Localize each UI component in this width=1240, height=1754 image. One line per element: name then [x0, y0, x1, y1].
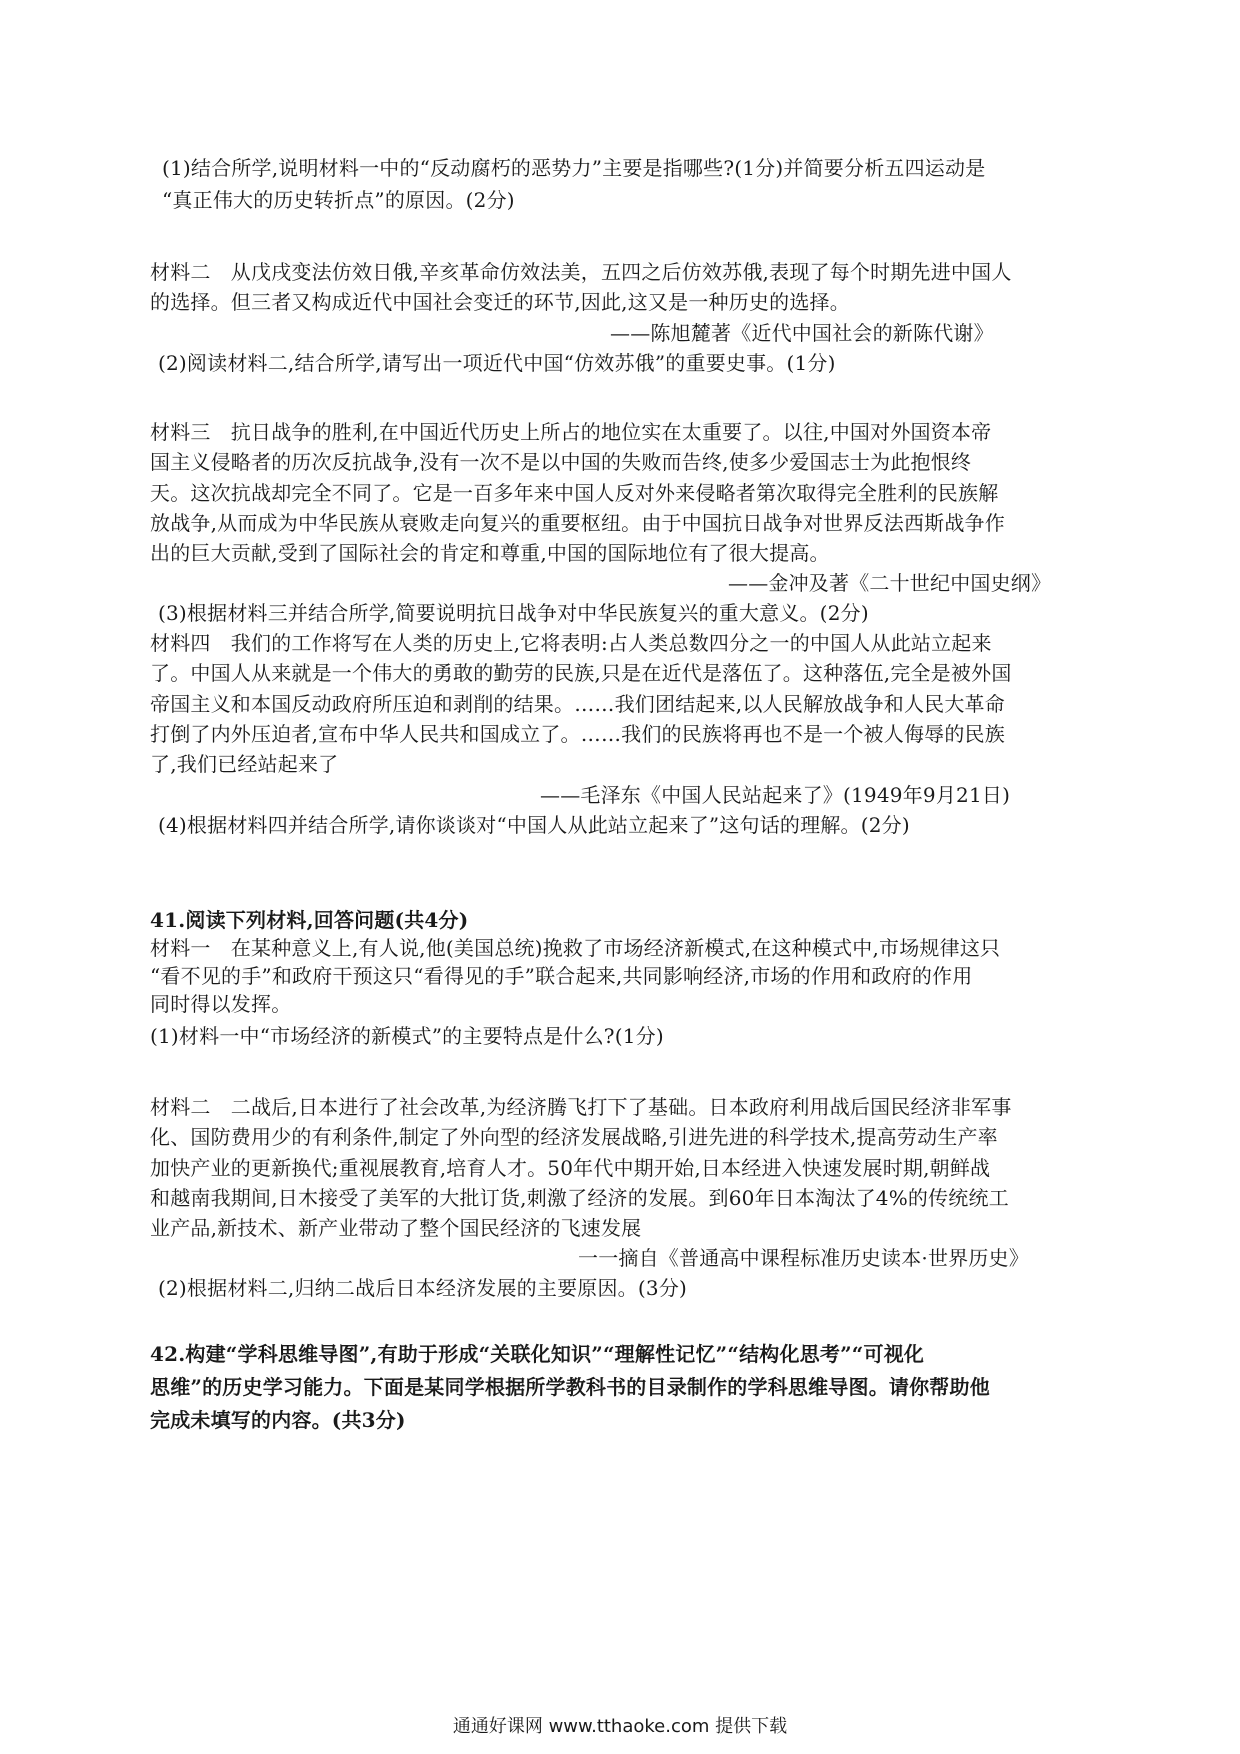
material-line: 材料四 我们的工作将写在人类的历史上,它将表明:占人类总数四分之一的中国人从此站立起来: [150, 631, 992, 655]
material-line: “看不见的手”和政府干预这只“看得见的手”联合起来,共同影响经济,市场的作用和政府的作用: [150, 964, 973, 988]
material-line: 同时得以发挥。: [150, 992, 292, 1016]
question-line: (1)结合所学,说明材料一中的“反动腐朽的恶势力”主要是指哪些?(1分)并简要分析五四运动是: [162, 156, 986, 180]
material-line: 打倒了内外压迫者,宣布中华人民共和国成立了。……我们的民族将再也不是一个被人侮辱的民族: [150, 722, 1005, 746]
q40-4-question: (4)根据材料四并结合所学,请你谈谈对“中国人从此站立起来了”这句话的理解。(2分): [158, 813, 910, 837]
material-line: 国主义侵略者的历次反抗战争,没有一次不是以中国的失败而告终,使多少爱国志士为此抱恨终: [150, 450, 972, 474]
q40-3-question: (3)根据材料三并结合所学,简要说明抗日战争对中华民族复兴的重大意义。(2分): [158, 601, 869, 625]
page-footer: 通通好课网 www.tthaoke.com 提供下载: [452, 1716, 788, 1737]
material-line: 材料三 抗日战争的胜利,在中国近代历史上所占的地位实在太重要了。以往,中国对外国资本帝: [150, 420, 992, 444]
prompt-line: 42.构建“学科思维导图”,有助于形成“关联化知识”“理解性记忆”“结构化思考”“可视化: [150, 1342, 925, 1366]
material-line: 材料二 从戊戌变法仿效日俄,辛亥革命仿效法美，五四之后仿效苏俄,表现了每个时期先进中国人: [150, 260, 1012, 284]
q41-1-question: (1)材料一中“市场经济的新模式”的主要特点是什么?(1分): [150, 1024, 664, 1048]
material-line: 天。这次抗战却完全不同了。它是一百多年来中国人反对外来侵略者第次取得完全胜利的民族解: [150, 481, 999, 505]
material-line: 业产品,新技术、新产业带动了整个国民经济的飞速发展: [150, 1216, 642, 1240]
material-source: ——毛泽东《中国人民站起来了》(1949年9月21日): [540, 783, 1011, 807]
q40-2-question: (2)阅读材料二,结合所学,请写出一项近代中国“仿效苏俄”的重要史事。(1分): [158, 351, 836, 375]
q41-title: 41.阅读下列材料,回答问题(共4分): [150, 908, 469, 932]
material-source: 一一摘自《普通高中课程标准历史读本·世界历史》: [578, 1246, 1029, 1270]
material-source: ——金冲及著《二十世纪中国史纲》: [728, 571, 1052, 595]
material-line: 放战争,从而成为中华民族从衰败走向复兴的重要枢纽。由于中国抗日战争对世界反法西斯战争作: [150, 511, 1005, 535]
material-line: 加快产业的更新换代;重视展教育,培育人才。50年代中期开始,日本经进入快速发展时期,朝鲜战: [150, 1156, 991, 1180]
material-line: 帝国主义和本国反动政府所压迫和剥削的结果。……我们团结起来,以人民解放战争和人民大革命: [150, 692, 1005, 716]
material-source: ——陈旭麓著《近代中国社会的新陈代谢》: [610, 321, 994, 345]
prompt-line: 思维”的历史学习能力。下面是某同学根据所学教科书的目录制作的学科思维导图。请你帮助他: [150, 1375, 990, 1399]
material-line: 的选择。但三者又构成近代中国社会变迁的环节,因此,这又是一种历史的选择。: [150, 290, 850, 314]
q41-2-question: (2)根据材料二,归纳二战后日本经济发展的主要原因。(3分): [158, 1276, 688, 1300]
material-line: 材料二 二战后,日本进行了社会改革,为经济腾飞打下了基础。日本政府利用战后国民经济非军事: [150, 1095, 1012, 1119]
material-line: 化、国防费用少的有利条件,制定了外向型的经济发展战略,引进先进的科学技术,提高劳动生产率: [150, 1125, 998, 1149]
material-line: 材料一 在某种意义上,有人说,他(美国总统)挽救了市场经济新模式,在这种模式中,市场规律这只: [150, 936, 1001, 960]
material-line: 出的巨大贡献,受到了国际社会的肯定和尊重,中国的国际地位有了很大提高。: [150, 541, 830, 565]
material-line: 了。中国人从来就是一个伟大的勇敢的勤劳的民族,只是在近代是落伍了。这种落伍,完全是被外国: [150, 661, 1012, 685]
material-line: 和越南我期间,日木接受了美军的大批订货,刺激了经济的发展。到60年日本淘汰了4%的传统统工: [150, 1186, 1009, 1210]
material-line: 了,我们已经站起来了: [150, 752, 339, 776]
question-line: “真正伟大的历史转折点”的原因。(2分): [162, 188, 515, 212]
prompt-line: 完成未填写的内容。(共3分): [150, 1408, 406, 1432]
